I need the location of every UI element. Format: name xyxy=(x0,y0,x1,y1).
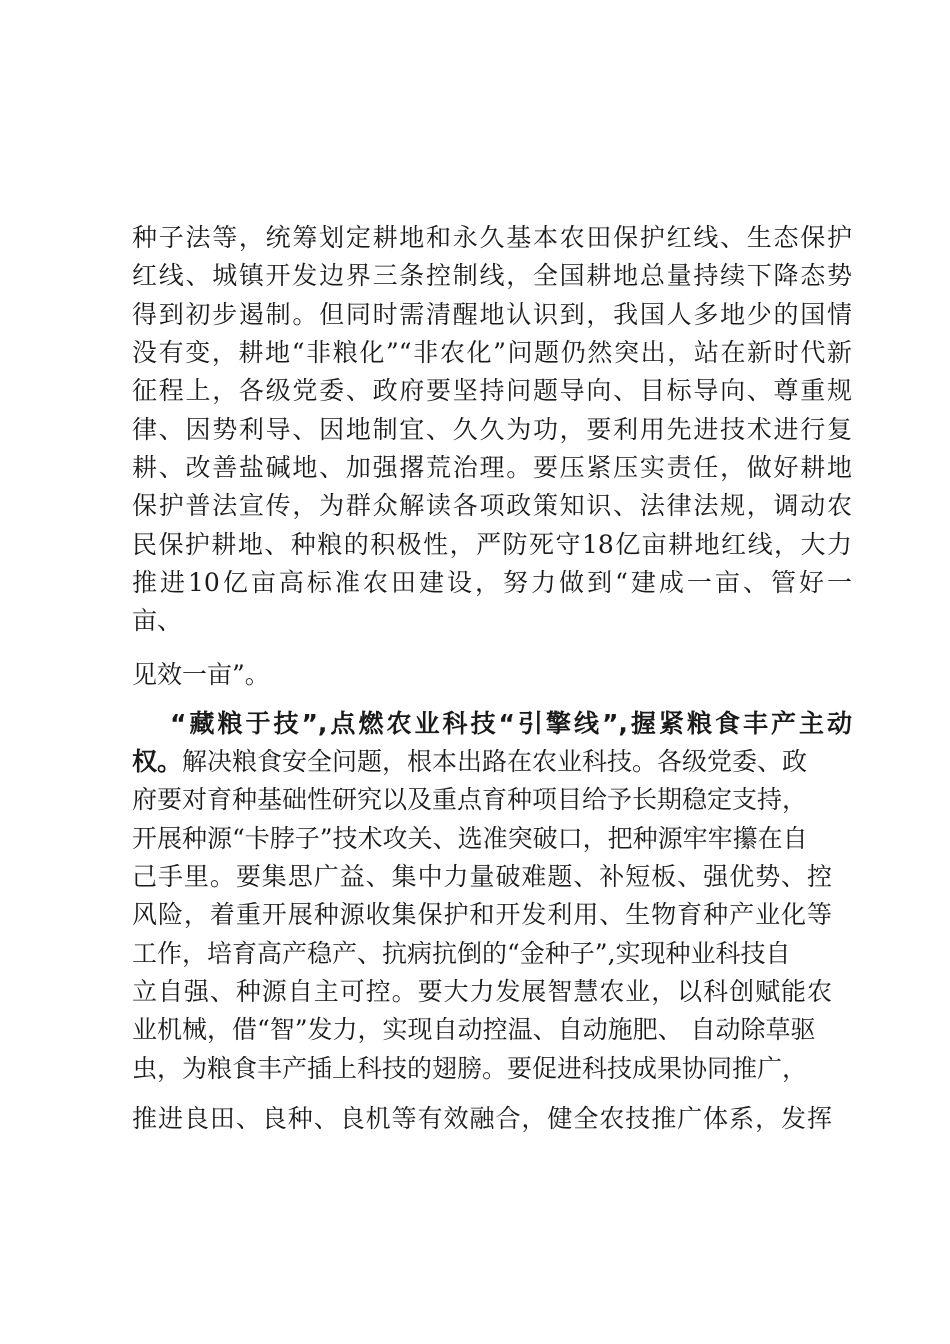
paragraph-line: 工作，培育高产稳产、抗病抗倒的“金种子”,实现种业科技自 xyxy=(132,939,791,968)
paragraph-line: 得到初步遏制。但同时需清醒地认识到，我国人多地少的国情 xyxy=(132,300,852,329)
paragraph-line: 征程上，各级党委、政府要坚持问题导向、目标导向、尊重规 xyxy=(132,376,852,405)
paragraph-line: 推进良田、良种、良机等有效融合，健全农技推广体系，发挥 xyxy=(132,1104,832,1133)
section-heading: “藏粮于技”,点燃农业科技“引擎线”,握紧粮食丰产主动 xyxy=(170,709,852,738)
paragraph-line: 业机械，借“智”发力，实现自动控温、自动施肥、 自动除草驱 xyxy=(132,1015,816,1044)
paragraph-line: 亩、 xyxy=(132,606,183,635)
paragraph-line: 开展种源“卡脖子”技术攻关、选准突破口，把种源牢牢攥在自 xyxy=(132,824,808,853)
paragraph-line: 保护普法宣传，为群众解读各项政策知识、法律法规，调动农 xyxy=(132,491,852,520)
paragraph-line: 己手里。要集思广益、集中力量破难题、补短板、强优势、控 xyxy=(132,862,832,891)
paragraph-line: 见效一亩”。 xyxy=(132,660,270,689)
paragraph-line: 虫，为粮食丰产插上科技的翅膀。要促进科技成果协同推广， xyxy=(132,1054,808,1083)
paragraph-line: 耕、改善盐碱地、加强撂荒治理。要压紧压实责任，做好耕地 xyxy=(132,453,852,482)
paragraph-line: 律、因势利导、因地制宜、久久为功，要利用先进技术进行复 xyxy=(132,415,852,444)
section-heading-end: 权。 xyxy=(132,747,183,776)
paragraph-line: 种子法等，统筹划定耕地和永久基本农田保护红线、生态保护 xyxy=(132,223,852,252)
paragraph-text: 解决粮食安全问题，根本出路在农业科技。各级党委、政 xyxy=(182,747,808,776)
paragraph-line: 风险，着重开展种源收集保护和开发利用、生物育种产业化等 xyxy=(132,900,832,929)
paragraph-line: 府要对育种基础性研究以及重点育种项目给予长期稳定支持， xyxy=(132,785,808,814)
paragraph-line: 没有变，耕地“非粮化”“非农化”问题仍然突出，站在新时代新 xyxy=(132,338,852,367)
paragraph-line: 立自强、种源自主可控。要大力发展智慧农业，以科创赋能农 xyxy=(132,977,832,1006)
paragraph-line xyxy=(132,743,832,781)
paragraph-line: 民保护耕地、种粮的积极性，严防死守18亿亩耕地红线，大力 xyxy=(132,530,852,559)
paragraph-line: 推进10亿亩高标准农田建设，努力做到“建成一亩、管好一 xyxy=(132,568,852,597)
paragraph-line: 红线、城镇开发边界三条控制线，全国耕地总量持续下降态势 xyxy=(132,261,852,290)
